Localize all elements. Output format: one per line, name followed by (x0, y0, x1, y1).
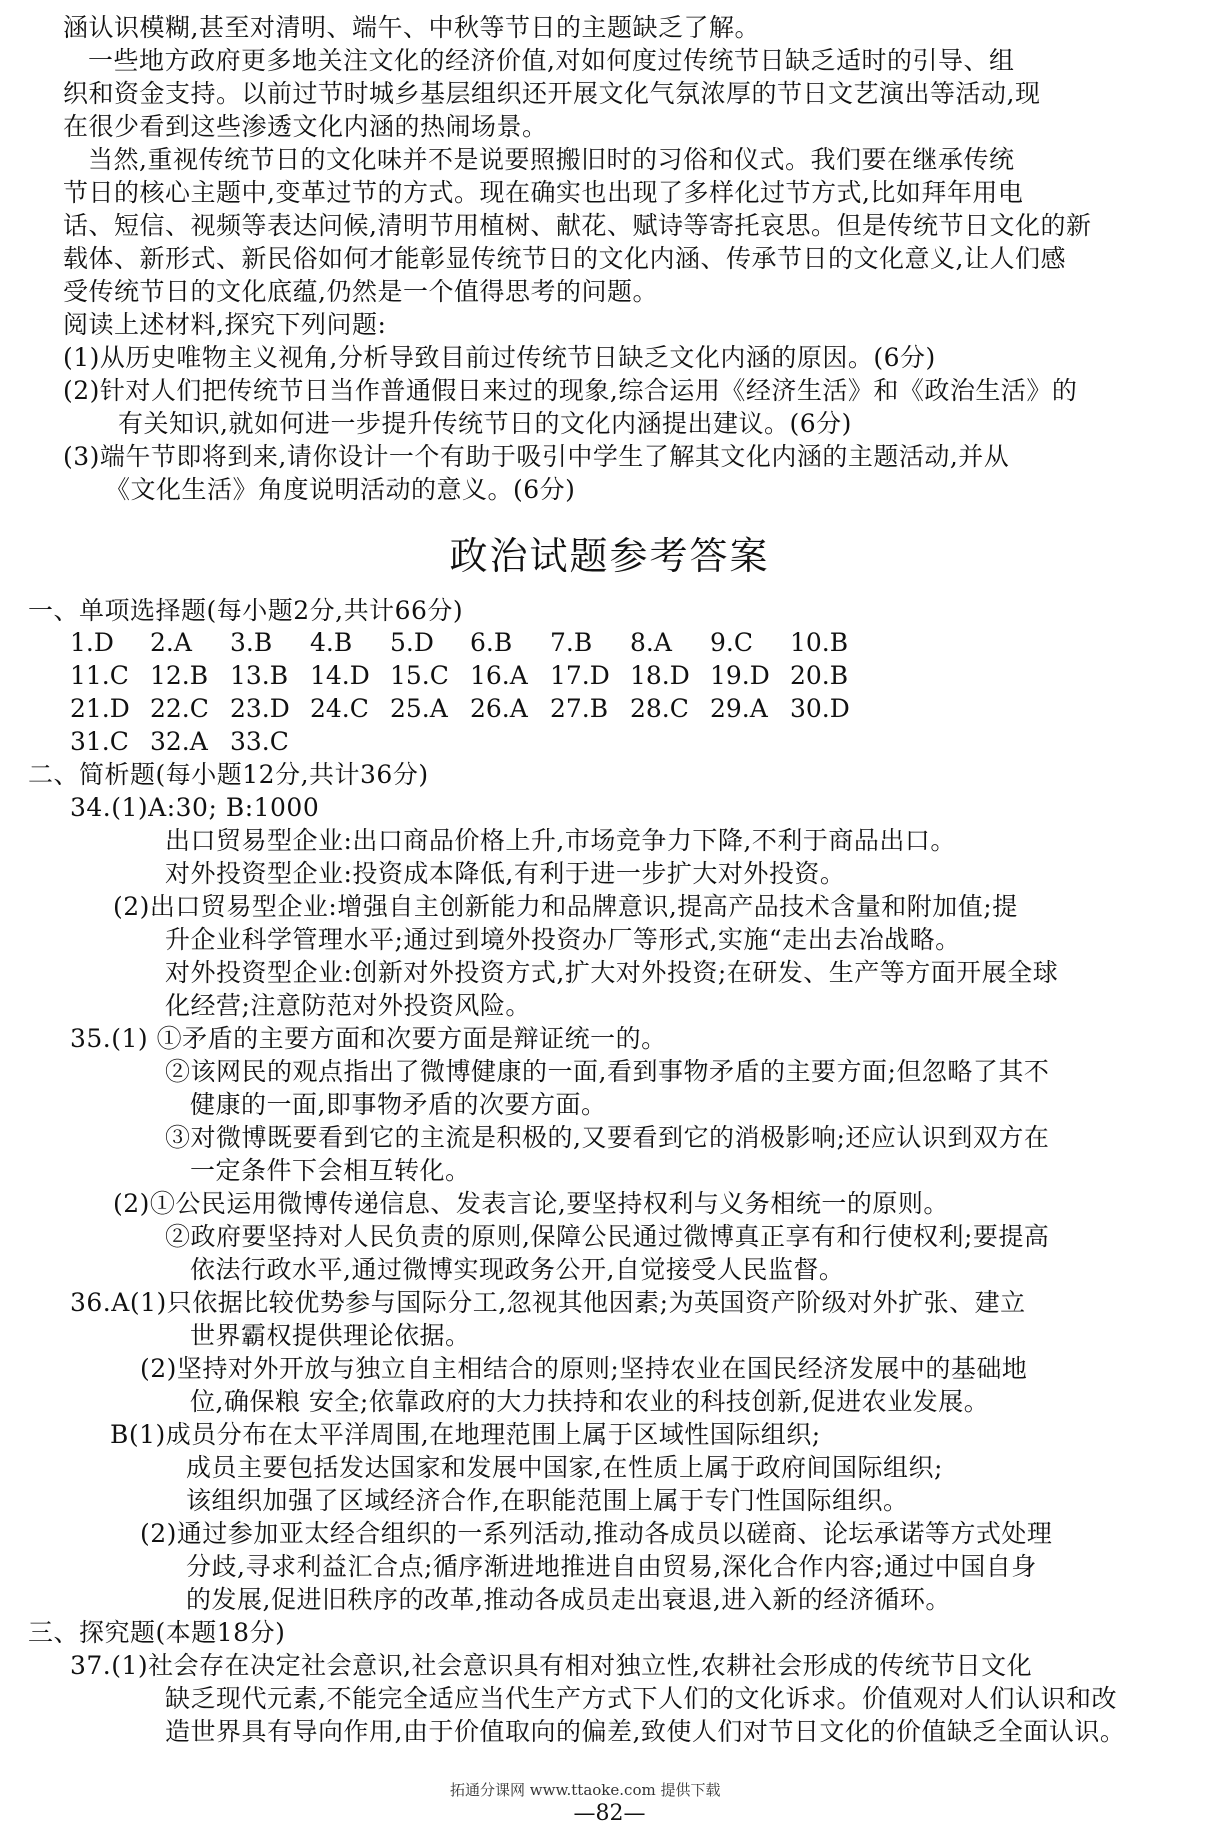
answer-item: 7.B (550, 628, 593, 657)
answer-line: 造世界具有导向作用,由于价值取向的偏差,致使人们对节日文化的价值缺乏全面认识。 (165, 1717, 1126, 1746)
answer-item: 33.C (230, 727, 289, 756)
question-item: (1)从历史唯物主义视角,分析导致目前过传统节日缺乏文化内涵的原因。(6分) (63, 343, 936, 372)
answer-line: (2)坚持对外开放与独立自主相结合的原则;坚持农业在国民经济发展中的基础地 (140, 1354, 1028, 1383)
answer-line: 一定条件下会相互转化。 (190, 1156, 471, 1185)
answer-item: 12.B (150, 661, 209, 690)
answer-line: 对外投资型企业:创新对外投资方式,扩大对外投资;在研发、生产等方面开展全球 (165, 958, 1059, 987)
answer-line: 34.(1)A:30; B:1000 (70, 793, 320, 822)
answer-line: 依法行政水平,通过微博实现政务公开,自觉接受人民监督。 (190, 1255, 845, 1284)
answer-item: 4.B (310, 628, 353, 657)
answer-item: 18.D (630, 661, 690, 690)
answer-line: (2)①公民运用微博传递信息、发表言论,要坚持权利与义务相统一的原则。 (113, 1189, 949, 1218)
answer-item: 17.D (550, 661, 610, 690)
material-line: 涵认识模糊,甚至对清明、端午、中秋等节日的主题缺乏了解。 (63, 13, 760, 42)
answer-item: 24.C (310, 694, 369, 723)
answer-item: 15.C (390, 661, 449, 690)
question-prompt: 阅读上述材料,探究下列问题: (63, 310, 387, 339)
answer-line: (2)通过参加亚太经合组织的一系列活动,推动各成员以磋商、论坛承诺等方式处理 (140, 1519, 1053, 1548)
answer-line: ②该网民的观点指出了微博健康的一面,看到事物矛盾的主要方面;但忽略了其不 (165, 1057, 1050, 1086)
answer-item: 8.A (630, 628, 672, 657)
answer-line: 健康的一面,即事物矛盾的次要方面。 (190, 1090, 607, 1119)
answer-item: 9.C (710, 628, 753, 657)
answer-item: 30.D (790, 694, 850, 723)
section-heading: 三、探究题(本题18分) (28, 1618, 286, 1647)
material-line: 织和资金支持。以前过节时城乡基层组织还开展文化气氛浓厚的节日文艺演出等活动,现 (63, 79, 1041, 108)
answer-line: 对外投资型企业:投资成本降低,有利于进一步扩大对外投资。 (165, 859, 846, 888)
material-line: 当然,重视传统节日的文化味并不是说要照搬旧时的习俗和仪式。我们要在继承传统 (88, 145, 1015, 174)
answer-item: 22.C (150, 694, 209, 723)
answer-item: 23.D (230, 694, 290, 723)
answer-line: 35.(1) ①矛盾的主要方面和次要方面是辩证统一的。 (70, 1024, 667, 1053)
answer-line: ②政府要坚持对人民负责的原则,保障公民通过微博真正享有和行使权利;要提高 (165, 1222, 1050, 1251)
material-line: 受传统节日的文化底蕴,仍然是一个值得思考的问题。 (63, 277, 658, 306)
answer-line: 分歧,寻求利益汇合点;循序渐进地推进自由贸易,深化合作内容;通过中国自身 (186, 1552, 1037, 1581)
page-number: —82— (573, 1801, 646, 1826)
answer-line: 出口贸易型企业:出口商品价格上升,市场竞争力下降,不利于商品出口。 (165, 826, 956, 855)
answer-line: 化经营;注意防范对外投资风险。 (165, 991, 531, 1020)
material-line: 一些地方政府更多地关注文化的经济价值,对如何度过传统节日缺乏适时的引导、组 (88, 46, 1015, 75)
answer-line: 的发展,促进旧秩序的改革,推动各成员走出衰退,进入新的经济循环。 (186, 1585, 951, 1614)
answer-item: 27.B (550, 694, 609, 723)
section-heading: 二、简析题(每小题12分,共计36分) (28, 760, 429, 789)
answer-line: 该组织加强了区域经济合作,在职能范围上属于专门性国际组织。 (186, 1486, 909, 1515)
material-line: 在很少看到这些渗透文化内涵的热闹场景。 (63, 112, 548, 141)
answer-line: (2)出口贸易型企业:增强自主创新能力和品牌意识,提高产品技术含量和附加值;提 (113, 892, 1018, 921)
answer-line: 位,确保粮 安全;依靠政府的大力扶持和农业的科技创新,促进农业发展。 (190, 1387, 990, 1416)
answer-item: 13.B (230, 661, 289, 690)
answer-item: 14.D (310, 661, 370, 690)
answer-item: 20.B (790, 661, 849, 690)
answer-item: 10.B (790, 628, 849, 657)
answer-line: B(1)成员分布在太平洋周围,在地理范围上属于区域性国际组织; (110, 1420, 821, 1449)
answer-item: 25.A (390, 694, 448, 723)
answer-item: 16.A (470, 661, 528, 690)
answer-item: 26.A (470, 694, 528, 723)
answer-item: 6.B (470, 628, 513, 657)
answer-item: 21.D (70, 694, 130, 723)
answer-item: 29.A (710, 694, 768, 723)
material-line: 载体、新形式、新民俗如何才能彰显传统节日的文化内涵、传承节日的文化意义,让人们感 (63, 244, 1066, 273)
answer-item: 19.D (710, 661, 770, 690)
answer-line: 缺乏现代元素,不能完全适应当代生产方式下人们的文化诉求。价值观对人们认识和改 (165, 1684, 1117, 1713)
question-item: 有关知识,就如何进一步提升传统节日的文化内涵提出建议。(6分) (118, 409, 852, 438)
question-item: (3)端午节即将到来,请你设计一个有助于吸引中学生了解其文化内涵的主题活动,并从 (63, 442, 1010, 471)
answer-item: 2.A (150, 628, 192, 657)
answer-line: ③对微博既要看到它的主流是积极的,又要看到它的消极影响;还应认识到双方在 (165, 1123, 1050, 1152)
question-item: (2)针对人们把传统节日当作普通假日来过的现象,综合运用《经济生活》和《政治生活》的 (63, 376, 1078, 405)
answer-title: 政治试题参考答案 (449, 534, 770, 578)
answer-item: 28.C (630, 694, 689, 723)
answer-item: 31.C (70, 727, 129, 756)
answer-line: 升企业科学管理水平;通过到境外投资办厂等形式,实施“走出去冶战略。 (165, 925, 961, 954)
material-line: 节日的核心主题中,变革过节的方式。现在确实也出现了多样化过节方式,比如拜年用电 (63, 178, 1024, 207)
answer-item: 32.A (150, 727, 208, 756)
question-item: 《文化生活》角度说明活动的意义。(6分) (105, 475, 576, 504)
answer-item: 5.D (390, 628, 434, 657)
watermark: 拓通分课网 www.ttaoke.com 提供下载 (450, 1781, 721, 1799)
answer-line: 36.A(1)只依据比较优势参与国际分工,忽视其他因素;为英国资产阶级对外扩张、建立 (70, 1288, 1026, 1317)
section-heading: 一、单项选择题(每小题2分,共计66分) (28, 596, 464, 625)
answer-item: 11.C (70, 661, 129, 690)
answer-item: 3.B (230, 628, 273, 657)
answer-line: 世界霸权提供理论依据。 (190, 1321, 471, 1350)
answer-line: 37.(1)社会存在决定社会意识,社会意识具有相对独立性,农耕社会形成的传统节日文化 (70, 1651, 1033, 1680)
answer-line: 成员主要包括发达国家和发展中国家,在性质上属于政府间国际组织; (186, 1453, 943, 1482)
answer-item: 1.D (70, 628, 114, 657)
material-line: 话、短信、视频等表达问候,清明节用植树、献花、赋诗等寄托哀思。但是传统节日文化的新 (63, 211, 1092, 240)
